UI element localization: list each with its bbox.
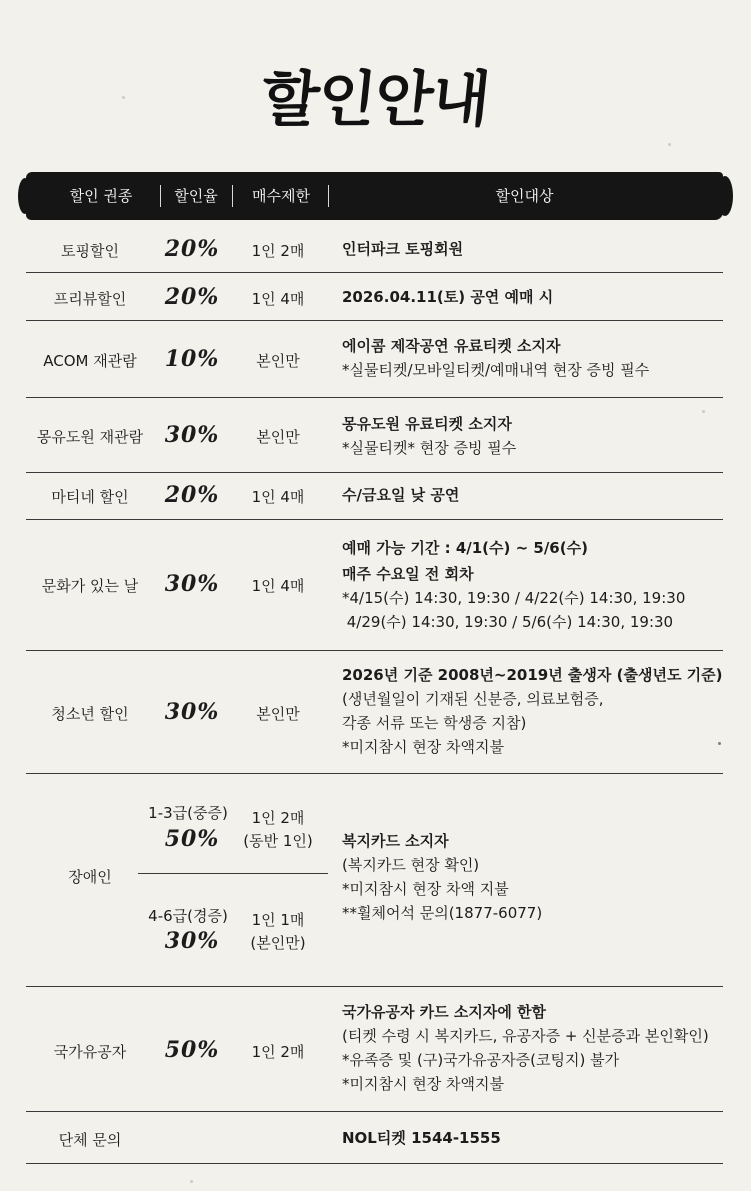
target-line: 예매 가능 기간 : 4/1(수) ~ 5/6(수) bbox=[342, 539, 588, 557]
row-divider bbox=[26, 472, 723, 473]
target-line: *미지참시 현장 차액지불 bbox=[342, 738, 504, 756]
target-line: *유족증 및 (구)국가유공자증(코팅지) 불가 bbox=[342, 1051, 620, 1069]
grade-label: 1-3급(중증) bbox=[148, 804, 228, 822]
discount-rate: 50% bbox=[164, 826, 220, 852]
paper-speck bbox=[190, 1180, 193, 1183]
discount-type: 프리뷰할인 bbox=[53, 290, 127, 308]
discount-rate: 30% bbox=[164, 928, 220, 954]
target-line: (생년월일이 기재된 신분증, 의료보험증, bbox=[342, 690, 604, 708]
target-line: 복지카드 소지자 bbox=[342, 832, 449, 850]
header-limit: 매수제한 bbox=[252, 187, 310, 205]
discount-rate: 20% bbox=[164, 482, 220, 508]
discount-rate: 20% bbox=[164, 284, 220, 310]
target-line: *실물티켓/모바일티켓/예매내역 현장 증빙 필수 bbox=[342, 361, 650, 379]
row-divider bbox=[26, 397, 723, 398]
discount-type: 청소년 할인 bbox=[51, 705, 129, 723]
ticket-limit: 1인 1매 bbox=[251, 911, 305, 929]
target-line: 2026.04.11(토) 공연 예매 시 bbox=[342, 288, 554, 306]
ticket-limit: 본인만 bbox=[256, 705, 300, 723]
row-divider bbox=[26, 320, 723, 321]
discount-type: 마티네 할인 bbox=[51, 488, 129, 506]
ticket-limit: 1인 2매 bbox=[251, 809, 305, 827]
discount-rate: 30% bbox=[164, 571, 220, 597]
ticket-limit: 1인 2매 bbox=[251, 242, 305, 260]
ticket-limit: 1인 4매 bbox=[251, 290, 305, 308]
discount-type: 장애인 bbox=[68, 868, 112, 886]
ticket-limit: 1인 4매 bbox=[251, 577, 305, 595]
target-line: *미지참시 현장 차액지불 bbox=[342, 1075, 504, 1093]
ticket-limit-note: (본인만) bbox=[250, 934, 306, 952]
target-line: 4/29(수) 14:30, 19:30 / 5/6(수) 14:30, 19:30 bbox=[342, 613, 674, 631]
target-line: 몽유도원 유료티켓 소지자 bbox=[342, 415, 512, 433]
target-line: 인터파크 토핑회원 bbox=[342, 240, 464, 258]
ticket-limit-note: (동반 1인) bbox=[243, 832, 313, 850]
target-line: 에이콤 제작공연 유료티켓 소지자 bbox=[342, 337, 561, 355]
grade-label: 4-6급(경증) bbox=[148, 907, 228, 925]
target-line: *실물티켓* 현장 증빙 필수 bbox=[342, 439, 517, 457]
discount-rate: 30% bbox=[164, 699, 220, 725]
page-title: 할인안내 bbox=[257, 65, 493, 135]
ticket-limit: 1인 2매 bbox=[251, 1043, 305, 1061]
discount-type: 단체 문의 bbox=[58, 1131, 122, 1149]
row-divider bbox=[26, 272, 723, 273]
ticket-limit: 본인만 bbox=[256, 428, 300, 446]
row-divider bbox=[26, 773, 723, 774]
discount-rate: 30% bbox=[164, 422, 220, 448]
target-line: (티켓 수령 시 복지카드, 유공자증 + 신분증과 본인확인) bbox=[342, 1027, 709, 1045]
paper-speck bbox=[668, 143, 671, 146]
discount-type: 국가유공자 bbox=[53, 1043, 127, 1061]
target-line: 각종 서류 또는 학생증 지참) bbox=[342, 714, 527, 732]
target-line: *4/15(수) 14:30, 19:30 / 4/22(수) 14:30, 19:30 bbox=[342, 589, 686, 607]
target-line: **휠체어석 문의(1877-6077) bbox=[342, 904, 543, 922]
discount-type: ACOM 재관람 bbox=[43, 352, 137, 370]
paper-speck bbox=[702, 410, 705, 413]
target-line: NOL티켓 1544-1555 bbox=[342, 1129, 501, 1147]
discount-rate: 10% bbox=[164, 346, 220, 372]
target-line: *미지참시 현장 차액 지불 bbox=[342, 880, 509, 898]
target-line: (복지카드 현장 확인) bbox=[342, 856, 480, 874]
row-divider bbox=[26, 1111, 723, 1112]
discount-rate: 50% bbox=[164, 1037, 220, 1063]
target-line: 국가유공자 카드 소지자에 한함 bbox=[342, 1003, 547, 1021]
grade-divider bbox=[138, 873, 328, 874]
row-divider bbox=[26, 986, 723, 987]
discount-type: 몽유도원 재관람 bbox=[36, 428, 144, 446]
header-divider bbox=[328, 185, 329, 207]
discount-rate: 20% bbox=[164, 236, 220, 262]
header-target: 할인대상 bbox=[495, 187, 554, 205]
discount-type: 문화가 있는 날 bbox=[41, 577, 139, 595]
header-rate: 할인율 bbox=[174, 187, 218, 205]
row-divider bbox=[26, 1163, 723, 1164]
target-line: 수/금요일 낮 공연 bbox=[342, 486, 460, 504]
header-type: 할인 권종 bbox=[69, 187, 133, 205]
discount-type: 토핑할인 bbox=[61, 242, 119, 260]
ticket-limit: 본인만 bbox=[256, 352, 300, 370]
table-header bbox=[26, 172, 723, 220]
target-line: 매주 수요일 전 회차 bbox=[342, 565, 474, 583]
header-divider bbox=[232, 185, 233, 207]
row-divider bbox=[26, 519, 723, 520]
ticket-limit: 1인 4매 bbox=[251, 488, 305, 506]
header-divider bbox=[160, 185, 161, 207]
row-divider bbox=[26, 650, 723, 651]
target-line: 2026년 기준 2008년~2019년 출생자 (출생년도 기준) bbox=[342, 666, 723, 684]
